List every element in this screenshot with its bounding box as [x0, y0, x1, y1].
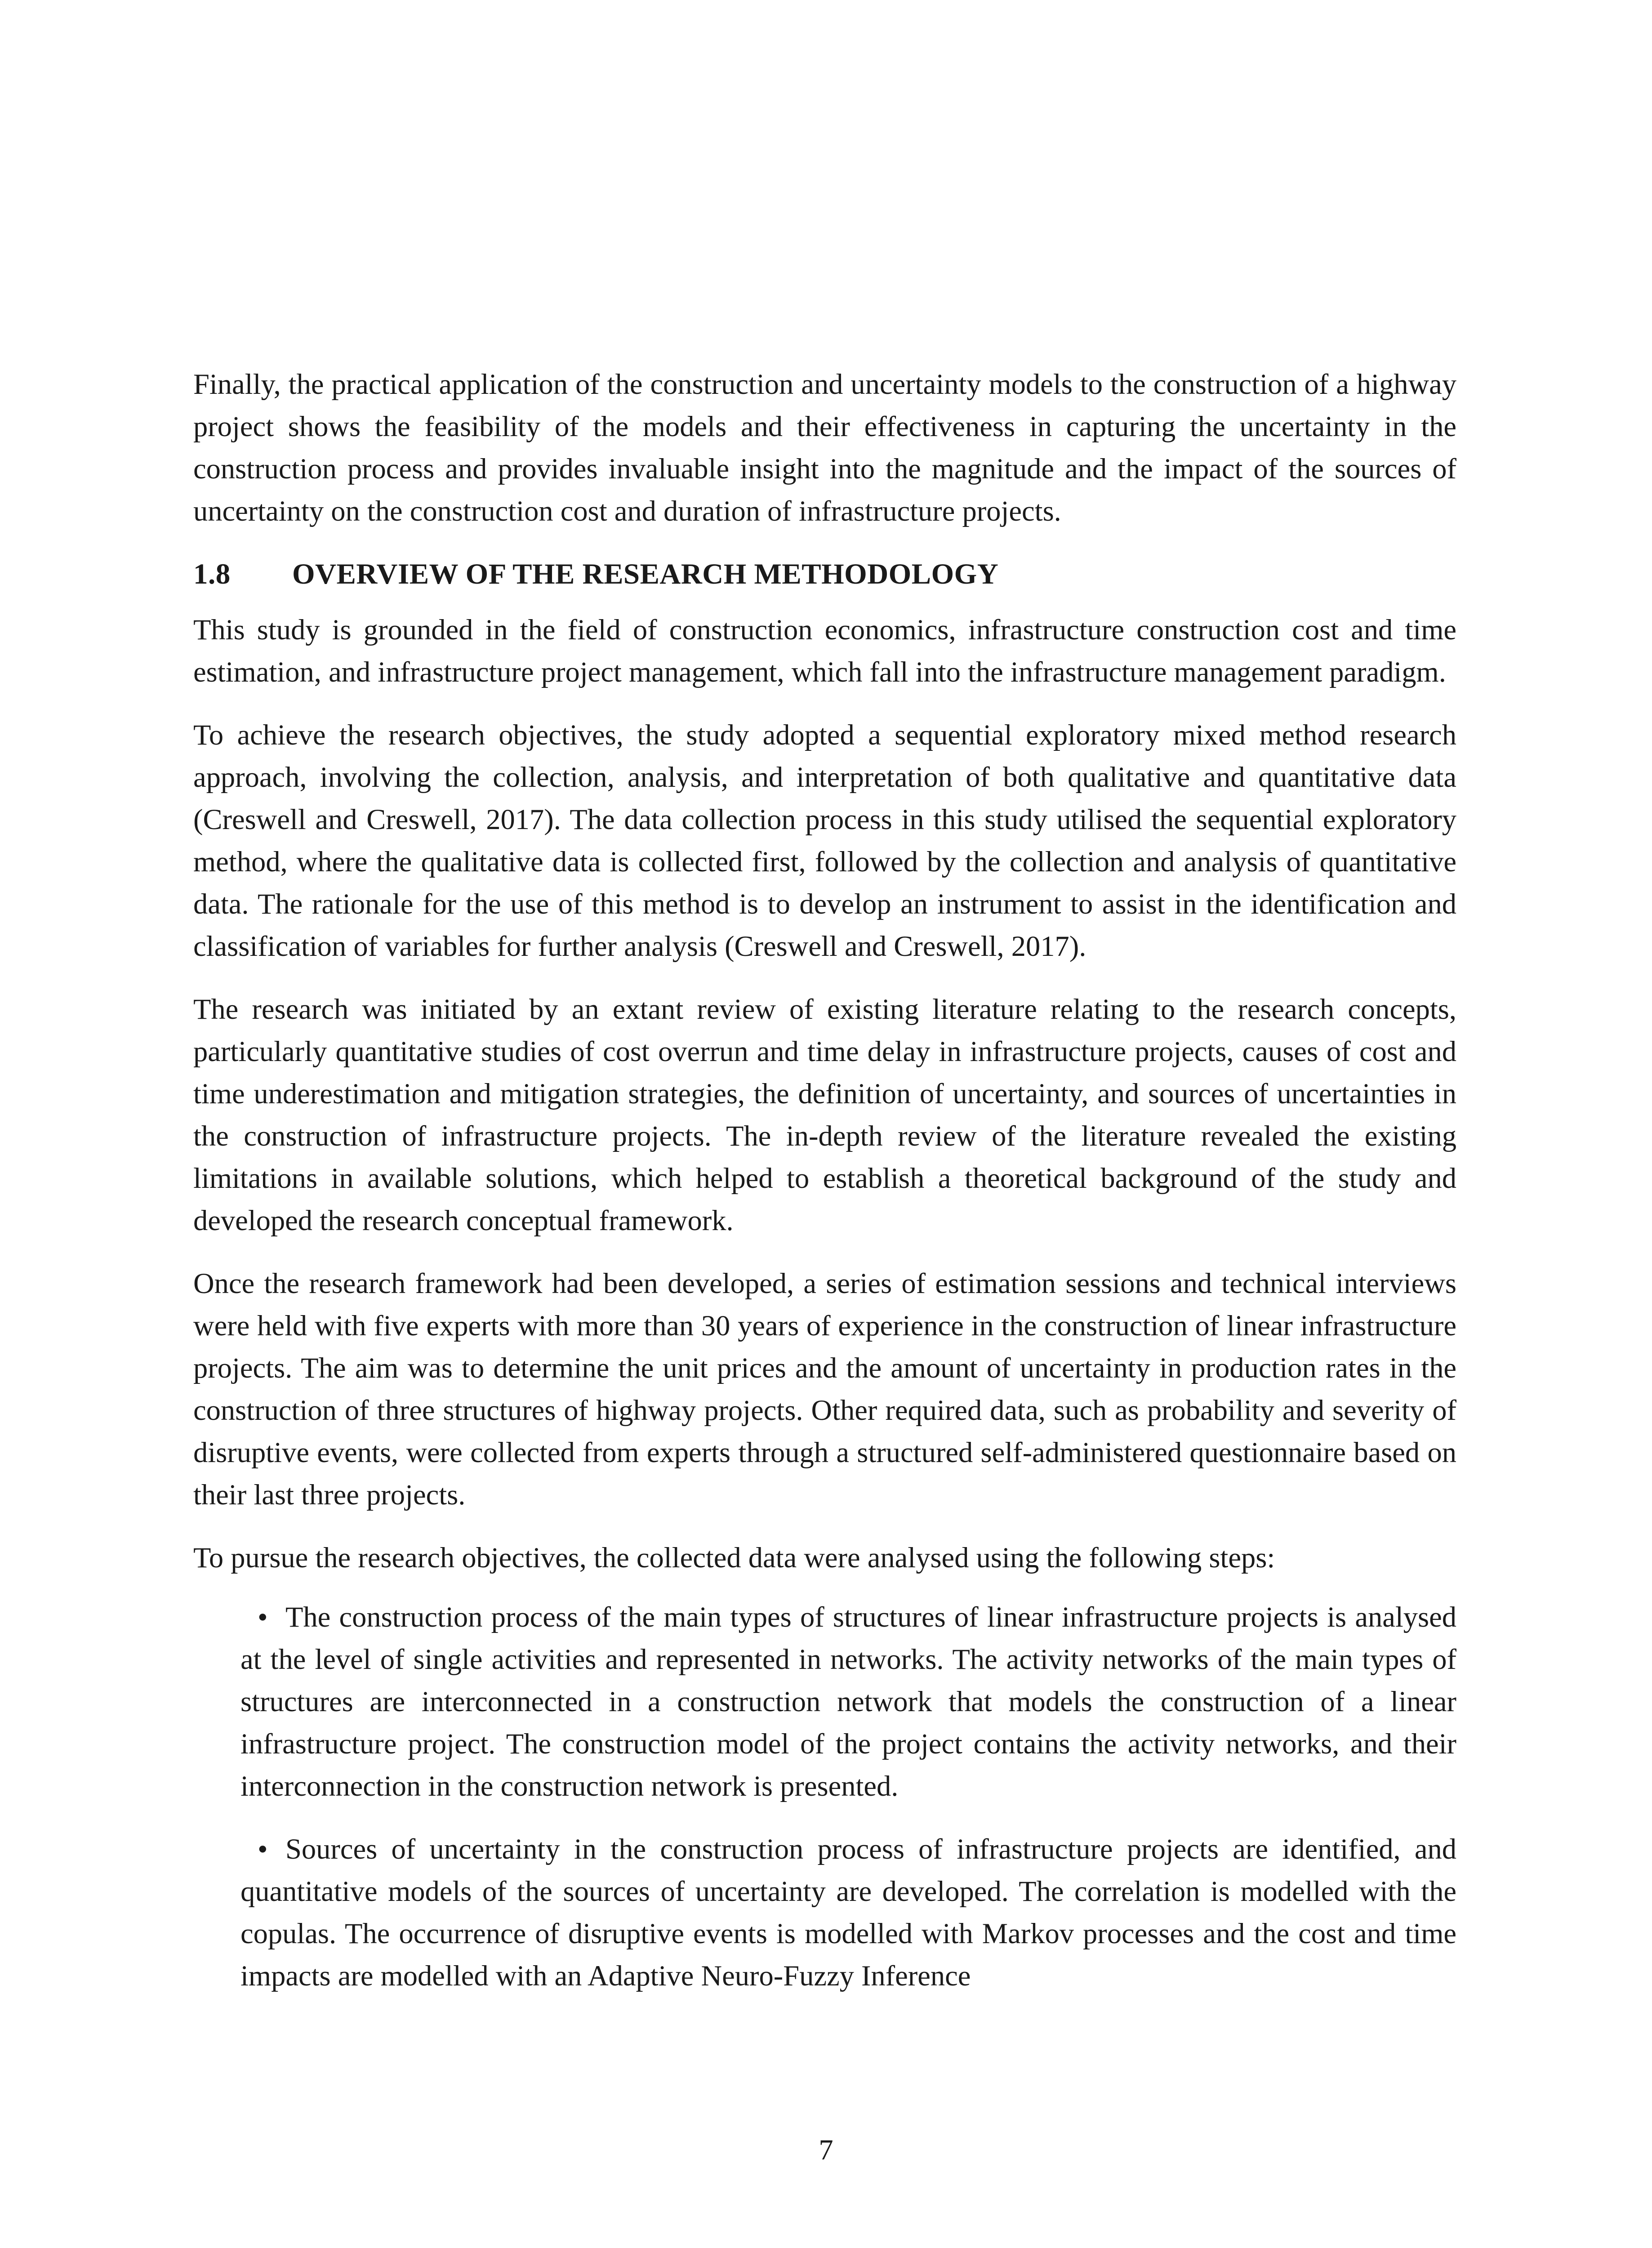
list-item-text: Sources of uncertainty in the construction process of infrastructure projects are identified, and quantitative models of the sources of uncertainty are developed. The correlation is modelled with the copulas. The occurrence of disruptive events is modelled with Markov processes and the cost and time impacts are modelled with an Adaptive Neuro-Fuzzy Inference: [240, 1833, 1456, 1992]
body-paragraph: The research was initiated by an extant review of existing literature relating to the research concepts, particularly quantitative studies of cost overrun and time delay in infrastructure projects, causes of cost and time underestimation and mitigation strategies, the definition of uncertainty, and sources of uncertainties in the construction of infrastructure projects. The in-depth review of the literature revealed the existing limitations in available solutions, which helped to establish a theoretical background of the study and developed the research conceptual framework.: [193, 993, 1456, 1236]
body-paragraph: To achieve the research objectives, the study adopted a sequential exploratory mixed method research approach, involving the collection, analysis, and interpretation of both qualitative and quantitative data (Creswell and Creswell, 2017). The data collection process in this study utilised the sequential exploratory method, where the qualitative data is collected first, followed by the collection and analysis of quantitative data. The rationale for the use of this method is to develop an instrument to assist in the identification and classification of variables for further analysis (Creswell and Creswell, 2017).: [193, 719, 1456, 962]
bullet-icon: •: [258, 1833, 268, 1865]
page-number: 7: [819, 2134, 833, 2166]
bullet-icon: •: [258, 1601, 268, 1633]
body-paragraph: Once the research framework had been developed, a series of estimation sessions and technical interviews were held with five experts with more than 30 years of experience in the construction of linear infrastructure projects. The aim was to determine the unit prices and the amount of uncertainty in production rates in the construction of three structures of highway projects. Other required data, such as probability and severity of disruptive events, were collected from experts through a structured self-administered questionnaire based on their last three projects.: [193, 1267, 1456, 1511]
list-item: [240, 1596, 1456, 1807]
body-paragraph: To pursue the research objectives, the collected data were analysed using the following steps:: [193, 1542, 1275, 1574]
body-paragraph: This study is grounded in the field of construction economics, infrastructure construction cost and time estimation, and infrastructure project management, which fall into the infrastructure management paradigm.: [193, 614, 1456, 688]
steps-list: [240, 1596, 1456, 1997]
list-item-text: The construction process of the main types of structures of linear infrastructure projects is analysed at the level of single activities and represented in networks. The activity networks of the main types of structures are interconnected in a construction network that models the construction of a linear infrastructure project. The construction model of the project contains the activity networks, and their interconnection in the construction network is presented.: [240, 1601, 1456, 1802]
section-title: OVERVIEW OF THE RESEARCH METHODOLOGY: [292, 558, 999, 590]
list-item: [240, 1828, 1456, 1997]
section-heading: [193, 553, 1456, 595]
page-content: [193, 363, 1456, 2018]
intro-paragraph: Finally, the practical application of the construction and uncertainty models to the construction of a highway project shows the feasibility of the models and their effectiveness in capturing the uncertainty in the construction process and provides invaluable insight into the magnitude and the impact of the sources of uncertainty on the construction cost and duration of infrastructure projects.: [193, 368, 1456, 527]
section-number: 1.8: [193, 558, 231, 590]
